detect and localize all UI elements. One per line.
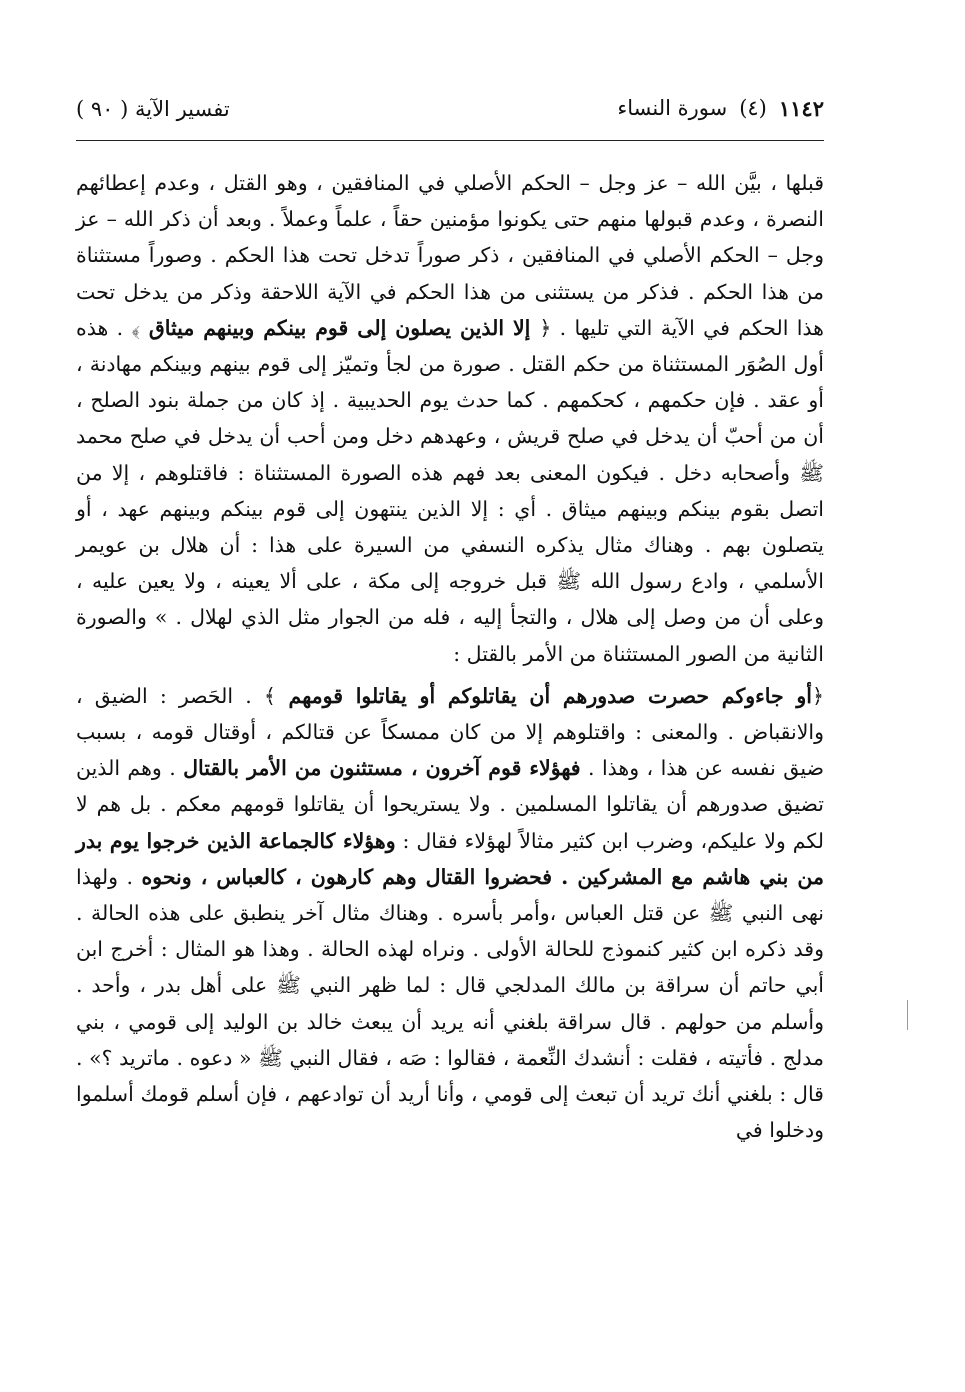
verse-open-bracket: ﴿ xyxy=(811,683,824,708)
paragraph-2-text-a: . الحَصر : الضيق ، والانقباض . والمعنى : واقتلوهم إلا من كان ممسكاً عن قتالكم ، أوقتال قومه ، بسبب ضيق نفسه عن هذا ، وهذا . xyxy=(76,683,824,781)
paragraph-2 xyxy=(76,678,824,1149)
paragraph-1 xyxy=(76,165,824,672)
quran-verse-2 xyxy=(264,684,824,708)
margin-mark xyxy=(907,1000,908,1030)
verse-close-bracket: ﴾ xyxy=(263,683,276,708)
quran-verse-1 xyxy=(131,316,551,340)
paragraph-2-bold-b: وهؤلاء كالجماعة الذين خرجوا يوم بدر من بني هاشم مع المشركين . فحضروا القتال وهم كارهون ، كالعباس ، ونحوه xyxy=(76,828,824,889)
verse-reference: تفسير الآية ( ٩٠ ) xyxy=(76,97,230,121)
surah-name: سورة النساء xyxy=(617,96,728,120)
page-header xyxy=(76,96,824,136)
page-body xyxy=(76,165,824,1148)
surah-number: (٤) xyxy=(739,96,767,120)
paragraph-1-text-a: قبلها ، بيَّن الله – عز وجل – الحكم الأصلي في المنافقين ، وهو القتل ، وعدم إعطائهم النصرة ، وعدم قبولها منهم حتى يكونوا مؤمنين حقاً ، علماً وعملاً . وبعد أن ذكر الله – عز وجل – الحكم الأصلي في المنافقين ، ذكر صوراً تدخل تحت هذا الحكم . وصوراً مستثناة من هذا الحكم . فذكر من يستثنى من هذا الحكم في الآية اللاحقة وذكر من يدخل تحت هذا الحكم في الآية التي تليها . xyxy=(76,171,824,340)
header-rule xyxy=(76,140,824,141)
quran-verse-1-text: إلا الذين يصلون إلى قوم بينكم وبينهم ميثاق xyxy=(139,315,540,340)
verse-close-bracket: ﴾ xyxy=(131,315,140,340)
paragraph-2-text-c: . ولهذا نهى النبي ﷺ عن قتل العباس ،وأمر بأسره . وهناك مثال آخر ينطبق على هذه الحالة . وقد ذكره ابن كثير كنموذج للحالة الأولى . ونراه لهذه الحالة . وهذا هو المثال : أخرج ابن أبي حاتم أن سراقة بن مالك المدلجي قال : لما ظهر النبي ﷺ على أهل بدر ، وأحد . وأسلم من حولهم . قال سراقة بلغني أنه يريد أن يبعث خالد بن الوليد إلى قومي ، بني مدلج . فأتيته ، فقلت : أنشدك النِّعمة ، فقالوا : صَه ، فقال النبي ﷺ « دعوه . ماتريد ؟» . قال : بلغني أنك تريد أن تبعث إلى قومي ، وأنا أريد أن توادعهم ، فإن أسلم قومك أسلموا ودخلوا في xyxy=(76,864,824,1143)
verse-open-bracket: ﴿ xyxy=(539,315,552,340)
quran-verse-2-text: أو جاءوكم حصرت صدورهم أن يقاتلوكم أو يقاتلوا قومهم xyxy=(275,683,812,708)
paragraph-2-bold-a: فهؤلاء قوم آخرون ، مستثنون من الأمر بالقتال xyxy=(183,756,581,781)
paragraph-1-text-b: . هذه أول الصُوَر المستثناة من حكم القتل . صورة من لجأ وتميّز إلى قوم بينهم وبينكم مهادنة ، أو عقد . فإن حكمهم ، كحكمهم . كما حدث يوم الحديبية . إذ كان من جملة بنود الصلح ، أن من أحبّ أن يدخل في صلح قريش ، وعهدهم دخل ومن أحب أن يدخل في صلح محمد ﷺ وأصحابه دخل . فيكون المعنى بعد فهم هذه الصورة المستثناة : فاقتلوهم ، إلا من اتصل بقوم بينكم وبينهم ميثاق . أي : إلا الذين ينتهون إلى قوم بينكم وبينهم عهد ، أو يتصلون بهم . وهناك مثال يذكره النسفي من السيرة على هذا : أن هلال بن عويمر الأسلمي ، وادع رسول الله ﷺ قبل خروجه إلى مكة ، على ألا يعينه ، ولا يعين عليه ، وعلى أن من وصل إلى هلال ، والتجأ إليه ، فله من الجوار مثل الذي لهلال . » والصورة الثانية من الصور المستثناة من الأمر بالقتل : xyxy=(76,315,824,666)
page-number: ١١٤٢ xyxy=(778,96,824,121)
paragraph-2-text-b: . وهم الذين تضيق صدورهم أن يقاتلوا المسلمين . ولا يستريحوا أن يقاتلوا قومهم معكم . بل هم لا لكم ولا عليكم، وضرب ابن كثير مثالاً لهؤلاء فقال : xyxy=(76,756,824,853)
header-right-group xyxy=(617,96,824,121)
